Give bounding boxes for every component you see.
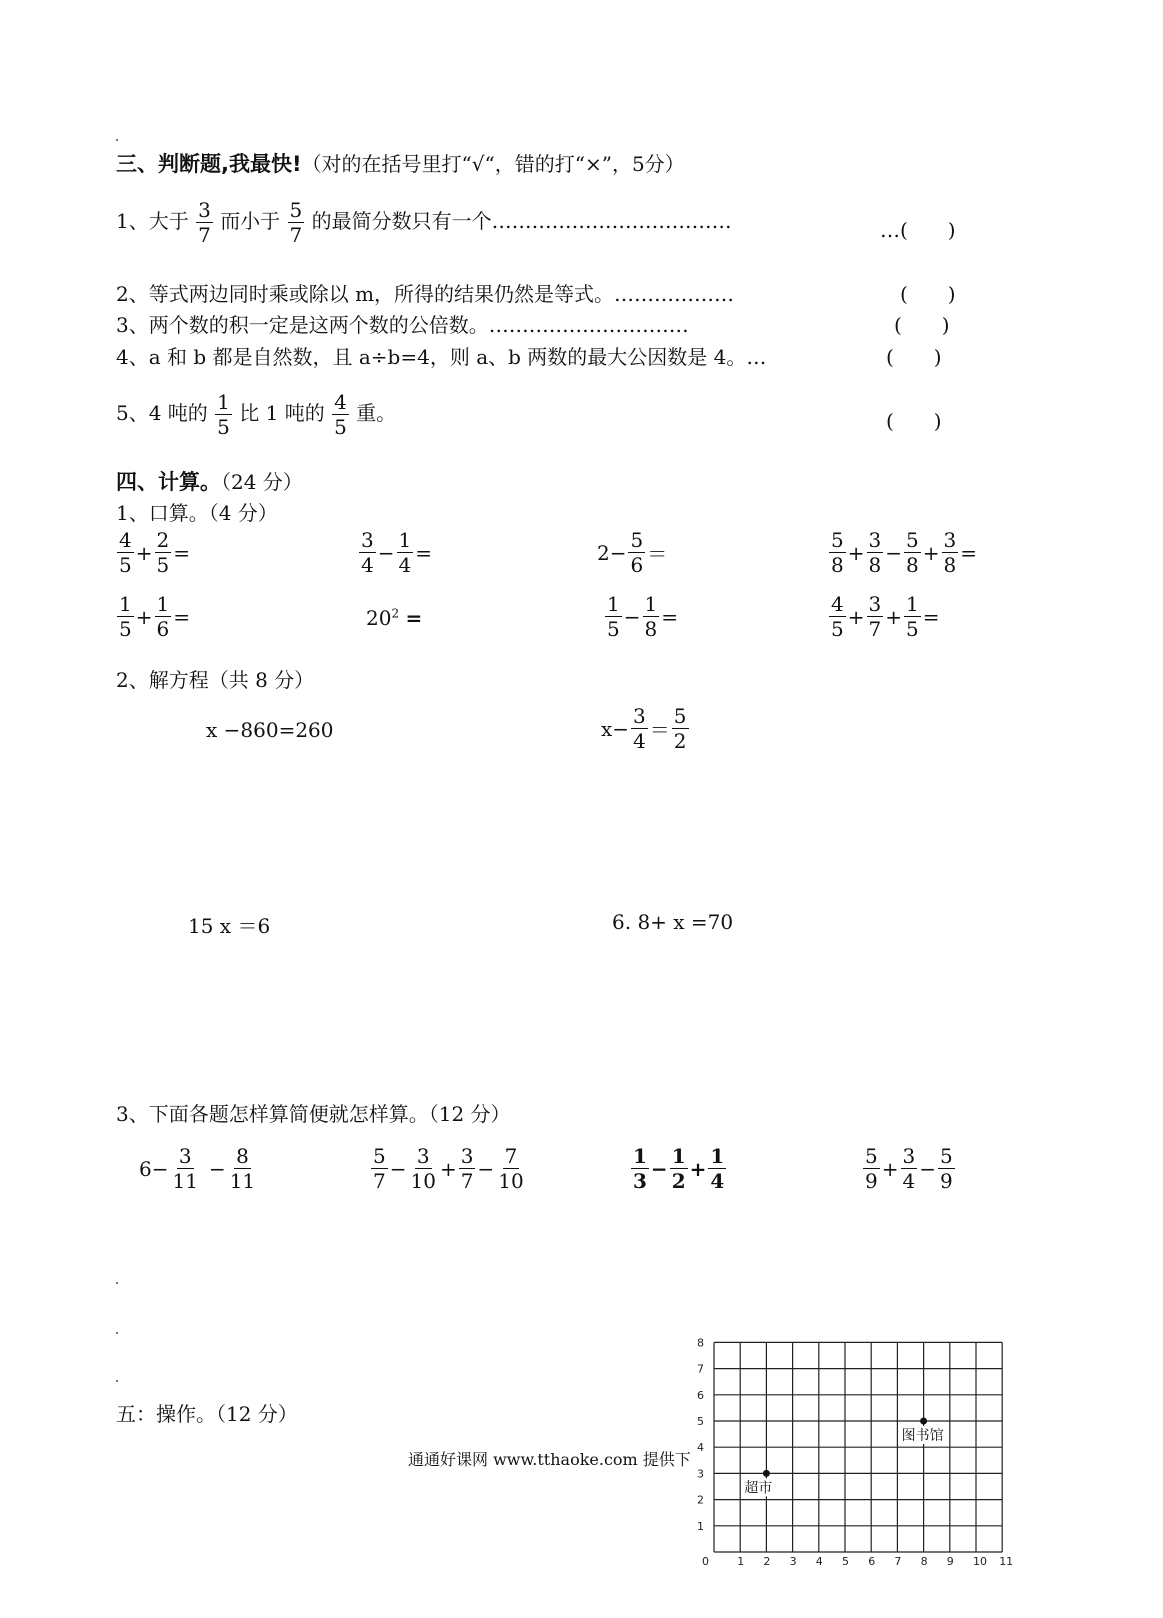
y-tick-label: 7 [697, 1362, 704, 1376]
fraction: $\frac{3}{7}$ [198, 198, 211, 247]
equation-3: 15 x ＝6 [188, 914, 271, 938]
simplify-expr-3: $\frac{1}{3}$ − $\frac{1}{2}$ + $\frac{1}{4}$ [633, 1144, 725, 1193]
equation-1: x −860=260 [206, 718, 334, 742]
section3-title: 三、判断题,我最快! [116, 152, 302, 176]
section3-note: （对的在括号里打“√“，错的打“×”，5分） [301, 152, 685, 176]
y-tick-label: 8 [697, 1336, 704, 1350]
x-tick-label: 4 [815, 1555, 823, 1568]
judge-q4: 4、a 和 b 都是自然数，且 a÷b=4，则 a、b 两数的最大公因数是 4。… [116, 345, 767, 369]
x-tick-label: 6 [868, 1555, 876, 1568]
oral-expr-3: 2− $\frac{5}{6}$ ＝ [597, 528, 668, 577]
oral-expr-6: $20^2$ = [366, 606, 423, 630]
judge-q1-paren[interactable]: …( ) [880, 218, 956, 242]
x-tick-label: 8 [920, 1555, 928, 1568]
coordinate-grid [690, 1328, 1020, 1613]
oral-expr-7: $\frac{1}{5}$ − $\frac{1}{8}$ = [607, 592, 678, 641]
oral-calc-heading: 1、口算。（4 分） [116, 501, 278, 525]
oral-expr-2: $\frac{3}{4}$ − $\frac{1}{4}$ = [361, 528, 432, 577]
x-tick-label: 11 [999, 1555, 1014, 1568]
judge-q5-paren[interactable]: ( ) [886, 409, 942, 433]
equation-4: 6. 8+ x =70 [612, 910, 734, 934]
grid-point [763, 1470, 770, 1477]
judge-q4-paren[interactable]: ( ) [886, 345, 942, 369]
y-tick-label: 4 [697, 1441, 704, 1455]
scan-mark [116, 1380, 118, 1382]
simplify-expr-4: $\frac{5}{9}$ + $\frac{3}{4}$ − $\frac{5}{9}$ [865, 1144, 953, 1193]
x-tick-label: 5 [842, 1555, 849, 1568]
grid-point [920, 1418, 927, 1425]
judge-q2-paren[interactable]: ( ) [900, 282, 956, 306]
x-tick-label: 9 [946, 1555, 954, 1568]
y-tick-label: 3 [697, 1467, 704, 1481]
simplify-expr-2: $\frac{5}{7}$ − $\frac{3}{10}$ + $\frac{3}{7}$ − $\frac{7}{10}$ [373, 1144, 524, 1193]
judge-q3-paren[interactable]: ( ) [894, 313, 950, 337]
section4-title: 四、计算。 [116, 470, 221, 494]
fraction: $\frac{1}{5}$ [217, 390, 230, 439]
judge-q3: 3、两个数的积一定是这两个数的公倍数。………………………… [116, 313, 689, 337]
section3-heading [116, 148, 685, 178]
scan-mark [116, 139, 118, 141]
grid-point-label: 超市 [744, 1480, 773, 1497]
simplify-expr-1: 6− $\frac{3}{11}$ − $\frac{8}{11}$ [139, 1144, 256, 1193]
y-tick-label: 2 [697, 1493, 704, 1507]
coordinate-grid-svg [690, 1328, 1020, 1613]
judge-q1: 1、大于 $\frac{3}{7}$ 而小于 $\frac{5}{7}$ 的最简分数只有一个……………………………… [116, 198, 732, 247]
equations-heading: 2、解方程（共 8 分） [116, 668, 315, 692]
simplify-heading: 3、下面各题怎样算简便就怎样算。（12 分） [116, 1102, 511, 1126]
x-tick-label: 1 [737, 1555, 745, 1568]
x-tick-label: 10 [973, 1555, 987, 1568]
oral-expr-1: $\frac{4}{5}$ + $\frac{2}{5}$ = [119, 528, 190, 577]
x-tick-label: 7 [894, 1555, 902, 1568]
fraction: $\frac{4}{5}$ [334, 390, 347, 439]
oral-expr-4: $\frac{5}{8}$ + $\frac{3}{8}$ − $\frac{5}{8}$ + $\frac{3}{8}$ = [831, 528, 977, 577]
x-tick-label: 2 [763, 1555, 771, 1568]
x-tick-label: 0 [702, 1555, 709, 1568]
section4-heading [116, 466, 303, 496]
judge-q2: 2、等式两边同时乘或除以 m，所得的结果仍然是等式。……………… [116, 282, 735, 306]
footer-credit: 通通好课网 www.tthaoke.com 提供下 [408, 1450, 691, 1469]
section4-note: （24 分） [221, 470, 303, 494]
equation-2: x− $\frac{3}{4}$ ＝ $\frac{5}{2}$ [601, 704, 687, 753]
oral-expr-5: $\frac{1}{5}$ + $\frac{1}{6}$ = [119, 592, 190, 641]
oral-expr-8: $\frac{4}{5}$ + $\frac{3}{7}$ + $\frac{1}{5}$ = [831, 592, 940, 641]
scan-mark [116, 1332, 118, 1334]
scan-mark [116, 1282, 118, 1284]
x-tick-label: 3 [789, 1555, 797, 1568]
y-tick-label: 6 [697, 1388, 704, 1402]
fraction: $\frac{5}{7}$ [289, 198, 303, 247]
grid-point-label: 图书馆 [901, 1428, 944, 1444]
judge-q5: 5、4 吨的 $\frac{1}{5}$ 比 1 吨的 $\frac{4}{5}$ 重。 [116, 390, 397, 439]
y-tick-label: 5 [697, 1415, 704, 1428]
y-tick-label: 1 [697, 1519, 704, 1533]
section5-heading: 五：操作。（12 分） [116, 1402, 298, 1426]
